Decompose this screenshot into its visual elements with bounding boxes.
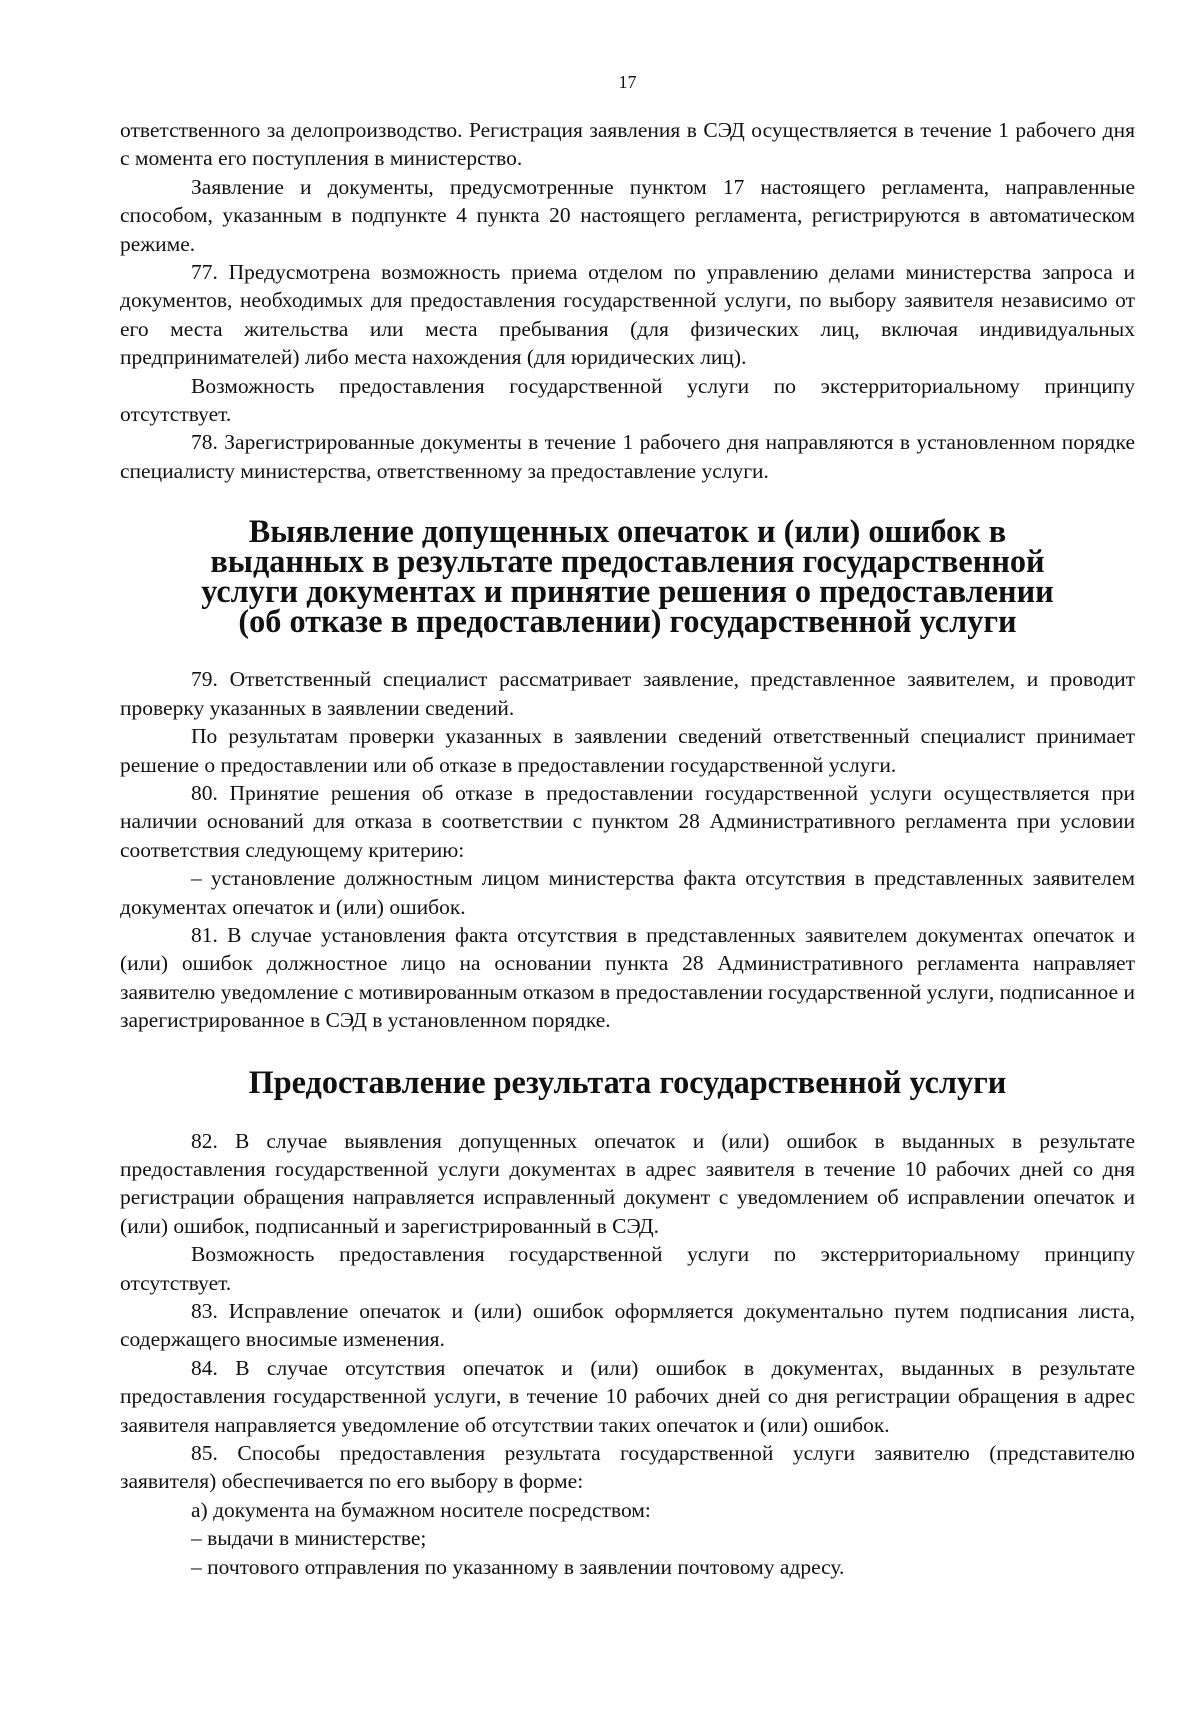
paragraph-check-results: По результатам проверки указанных в заявлении сведений ответственный специалист принимает решение о предоставлении или об отказе в предоставлении государственной услуги.	[120, 724, 1135, 777]
section-heading-result: Предоставление результата государственной услуги	[248, 1063, 1007, 1100]
paragraph-81: 81. В случае установления факта отсутствия в представленных заявителем документах опечаток и (или) ошибок должностное лицо на основании пункта 28 Административного регламента направляет заявителю уведомление с мотивированным отказом в предоставлении государственной услуги, подписанное и зарегистрированное в СЭД в установленном порядке.	[120, 922, 1135, 1033]
paragraph-84: 84. В случае отсутствия опечаток и (или) ошибок в документах, выданных в результате предоставления государственной услуги, в течение 10 рабочих дней со дня регистрации обращения в адрес заявителя направляется уведомление об отсутствии таких опечаток и (или) ошибок.	[120, 1355, 1135, 1437]
paragraph-82: 82. В случае выявления допущенных опечаток и (или) ошибок в выданных в результате предоставления государственной услуги документах в адрес заявителя в течение 10 рабочих дней со дня регистрации обращения направляется исправленный документ с уведомлением об исправлении опечаток и (или) ошибок, подписанный и зарегистрированный в СЭД.	[120, 1128, 1135, 1238]
paragraph-83: 83. Исправление опечаток и (или) ошибок оформляется документально путем подписания листа, содержащего вносимые изменения.	[120, 1299, 1135, 1352]
paragraph-automatic-registration: Заявление и документы, предусмотренные пунктом 17 настоящего регламента, направленные способом, указанным в подпункте 4 пункта 20 настоящего регламента, регистрируются в автоматическом режиме.	[120, 174, 1135, 256]
paragraph-79: 79. Ответственный специалист рассматривает заявление, представленное заявителем, и проводит проверку указанных в заявлении сведений.	[120, 667, 1135, 720]
paragraph-80: 80. Принятие решения об отказе в предоставлении государственной услуги осуществляется при наличии оснований для отказа в соответствии с пунктом 28 Административного регламента при условии соответствия следующему критерию:	[120, 780, 1135, 862]
paragraph-77: 77. Предусмотрена возможность приема отделом по управлению делами министерства запроса и документов, необходимых для предоставления государственной услуги, по выбору заявителя независимо от его места жительства или места пребывания (для физических лиц, включая индивидуальных предпринимателей) либо места нахождения (для юридических лиц).	[120, 260, 1135, 370]
document-page	[120, 70, 1135, 1581]
paragraph-criterion: – установление должностным лицом министерства факта отсутствия в представленных заявителем документах опечаток и (или) ошибок.	[120, 866, 1135, 919]
section-heading-errors: Выявление допущенных опечаток и (или) ошибок в выданных в результате предоставления государственной услуги документах и принятие решения о предоставлении (об отказе в предоставлении) государственной услуги	[201, 513, 1054, 640]
page-number: 17	[618, 72, 637, 92]
paragraph-85: 85. Способы предоставления результата государственной услуги заявителю (представителю заявителя) обеспечивается по его выбору в форме:	[120, 1441, 1135, 1494]
paragraph-extraterritorial-2: Возможность предоставления государственной услуги по экстерриториальному принципу отсутствует.	[120, 1242, 1135, 1295]
paragraph-78: 78. Зарегистрированные документы в течение 1 рабочего дня направляются в установленном порядке специалисту министерства, ответственному за предоставление услуги.	[120, 430, 1135, 483]
list-item-ministry: – выдачи в министерстве;	[191, 1526, 427, 1551]
list-item-mail: – почтового отправления по указанному в заявлении почтовому адресу.	[191, 1554, 845, 1579]
paragraph-extraterritorial-1: Возможность предоставления государственной услуги по экстерриториальному принципу отсутствует.	[120, 373, 1135, 427]
paragraph-registration-continued: ответственного за делопроизводство. Регистрация заявления в СЭД осуществляется в течение 1 рабочего дня с момента его поступления в министерство.	[120, 118, 1135, 171]
list-item-paper: а) документа на бумажном носителе посредством:	[191, 1497, 651, 1522]
